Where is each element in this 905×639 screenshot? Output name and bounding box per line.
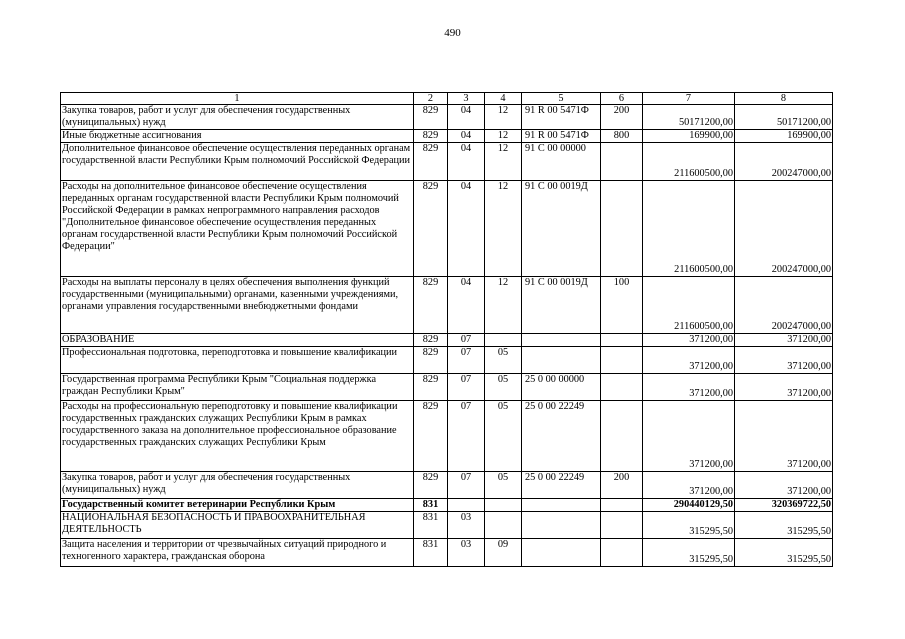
ministry-code: 829 bbox=[414, 105, 448, 130]
expense-type-code bbox=[601, 374, 643, 401]
amount-year-2: 169900,00 bbox=[735, 130, 833, 143]
expense-type-code bbox=[601, 143, 643, 181]
expense-type-code: 800 bbox=[601, 130, 643, 143]
row-name: Иные бюджетные ассигнования bbox=[61, 130, 414, 143]
subsection-code: 05 bbox=[485, 401, 522, 472]
subsection-code: 09 bbox=[485, 539, 522, 567]
section-code: 04 bbox=[448, 105, 485, 130]
target-article-code bbox=[522, 539, 601, 567]
expense-type-code: 100 bbox=[601, 277, 643, 334]
expense-type-code: 200 bbox=[601, 472, 643, 499]
ministry-code: 831 bbox=[414, 539, 448, 567]
column-header: 7 bbox=[643, 93, 735, 105]
amount-year-1: 371200,00 bbox=[643, 401, 735, 472]
amount-year-1: 371200,00 bbox=[643, 347, 735, 374]
table-row bbox=[61, 512, 833, 539]
subsection-code: 12 bbox=[485, 143, 522, 181]
row-name: Профессиональная подготовка, переподготовка и повышение квалификации bbox=[61, 347, 414, 374]
table-row bbox=[61, 143, 833, 181]
column-header: 2 bbox=[414, 93, 448, 105]
table-row bbox=[61, 539, 833, 567]
subsection-code: 12 bbox=[485, 181, 522, 277]
ministry-code: 829 bbox=[414, 130, 448, 143]
amount-year-1: 371200,00 bbox=[643, 374, 735, 401]
section-code: 04 bbox=[448, 130, 485, 143]
amount-year-2: 371200,00 bbox=[735, 472, 833, 499]
amount-year-2: 371200,00 bbox=[735, 374, 833, 401]
column-header: 1 bbox=[61, 93, 414, 105]
target-article-code bbox=[522, 347, 601, 374]
amount-year-2: 315295,50 bbox=[735, 512, 833, 539]
expense-type-code bbox=[601, 334, 643, 347]
subsection-code: 05 bbox=[485, 374, 522, 401]
row-name: Расходы на выплаты персоналу в целях обеспечения выполнения функций государственными (муниципальными) органами, казенными учреждениями, органами управления государственными внебюджетными фондами bbox=[61, 277, 414, 334]
amount-year-1: 290440129,50 bbox=[643, 499, 735, 512]
subsection-code bbox=[485, 512, 522, 539]
amount-year-2: 371200,00 bbox=[735, 334, 833, 347]
column-header: 8 bbox=[735, 93, 833, 105]
table-row bbox=[61, 105, 833, 130]
ministry-code: 829 bbox=[414, 401, 448, 472]
subsection-code bbox=[485, 334, 522, 347]
amount-year-1: 50171200,00 bbox=[643, 105, 735, 130]
target-article-code: 91 С 00 0019Д bbox=[522, 277, 601, 334]
subsection-code bbox=[485, 499, 522, 512]
row-name: Расходы на дополнительное финансовое обеспечение осуществления переданных органам государственной власти Республики Крым полномочий Российской Федерации в рамках непрограммного направления расходов "Дополнительное финансовое обеспечение осуществления переданных органам государственной власти Республики Крым полномочий Российской Федерации" bbox=[61, 181, 414, 277]
table-row bbox=[61, 181, 833, 277]
target-article-code: 25 0 00 22249 bbox=[522, 401, 601, 472]
amount-year-1: 371200,00 bbox=[643, 334, 735, 347]
amount-year-1: 211600500,00 bbox=[643, 181, 735, 277]
target-article-code: 25 0 00 22249 bbox=[522, 472, 601, 499]
amount-year-2: 200247000,00 bbox=[735, 181, 833, 277]
ministry-code: 831 bbox=[414, 512, 448, 539]
amount-year-1: 371200,00 bbox=[643, 472, 735, 499]
section-code: 07 bbox=[448, 401, 485, 472]
row-name: Закупка товаров, работ и услуг для обеспечения государственных (муниципальных) нужд bbox=[61, 472, 414, 499]
target-article-code: 91 R 00 5471Ф bbox=[522, 130, 601, 143]
amount-year-2: 315295,50 bbox=[735, 539, 833, 567]
amount-year-1: 315295,50 bbox=[643, 512, 735, 539]
amount-year-1: 211600500,00 bbox=[643, 143, 735, 181]
target-article-code bbox=[522, 334, 601, 347]
row-name: НАЦИОНАЛЬНАЯ БЕЗОПАСНОСТЬ И ПРАВООХРАНИТЕЛЬНАЯ ДЕЯТЕЛЬНОСТЬ bbox=[61, 512, 414, 539]
amount-year-2: 320369722,50 bbox=[735, 499, 833, 512]
section-code: 04 bbox=[448, 277, 485, 334]
expense-type-code bbox=[601, 401, 643, 472]
table-row bbox=[61, 374, 833, 401]
amount-year-2: 50171200,00 bbox=[735, 105, 833, 130]
section-code: 07 bbox=[448, 334, 485, 347]
column-header: 4 bbox=[485, 93, 522, 105]
target-article-code bbox=[522, 512, 601, 539]
subsection-code: 05 bbox=[485, 347, 522, 374]
amount-year-1: 315295,50 bbox=[643, 539, 735, 567]
ministry-code: 829 bbox=[414, 277, 448, 334]
expense-type-code bbox=[601, 181, 643, 277]
row-name: Закупка товаров, работ и услуг для обеспечения государственных (муниципальных) нужд bbox=[61, 105, 414, 130]
amount-year-2: 371200,00 bbox=[735, 401, 833, 472]
row-name: Защита населения и территории от чрезвычайных ситуаций природного и техногенного характера, гражданская оборона bbox=[61, 539, 414, 567]
amount-year-2: 371200,00 bbox=[735, 347, 833, 374]
column-header: 6 bbox=[601, 93, 643, 105]
target-article-code: 91 R 00 5471Ф bbox=[522, 105, 601, 130]
amount-year-1: 211600500,00 bbox=[643, 277, 735, 334]
section-code: 07 bbox=[448, 347, 485, 374]
expense-type-code bbox=[601, 347, 643, 374]
subsection-code: 12 bbox=[485, 130, 522, 143]
subsection-code: 12 bbox=[485, 277, 522, 334]
target-article-code: 25 0 00 00000 bbox=[522, 374, 601, 401]
row-name: Дополнительное финансовое обеспечение осуществления переданных органам государственной власти Республики Крым полномочий Российской Федерации bbox=[61, 143, 414, 181]
target-article-code bbox=[522, 499, 601, 512]
section-code: 04 bbox=[448, 181, 485, 277]
row-name: Государственная программа Республики Крым "Социальная поддержка граждан Республики Крым" bbox=[61, 374, 414, 401]
page-number: 490 bbox=[444, 27, 461, 39]
ministry-code: 829 bbox=[414, 347, 448, 374]
column-header: 5 bbox=[522, 93, 601, 105]
section-code: 03 bbox=[448, 539, 485, 567]
amount-year-2: 200247000,00 bbox=[735, 277, 833, 334]
ministry-code: 829 bbox=[414, 472, 448, 499]
table-row bbox=[61, 401, 833, 472]
ministry-code: 829 bbox=[414, 143, 448, 181]
row-name: Расходы на профессиональную переподготовку и повышение квалификации государственных гражданских служащих Республики Крым в рамках государственного заказа на дополнительное профессиональное образование государственных гражданских служащих Республики Крым bbox=[61, 401, 414, 472]
expense-type-code bbox=[601, 499, 643, 512]
column-header: 3 bbox=[448, 93, 485, 105]
table-header-row bbox=[61, 93, 833, 105]
section-code: 04 bbox=[448, 143, 485, 181]
ministry-code: 829 bbox=[414, 334, 448, 347]
amount-year-2: 200247000,00 bbox=[735, 143, 833, 181]
table-row bbox=[61, 277, 833, 334]
budget-table bbox=[60, 92, 833, 567]
ministry-code: 831 bbox=[414, 499, 448, 512]
expense-type-code bbox=[601, 539, 643, 567]
subsection-code: 05 bbox=[485, 472, 522, 499]
target-article-code: 91 С 00 0019Д bbox=[522, 181, 601, 277]
table-row bbox=[61, 347, 833, 374]
table-row bbox=[61, 334, 833, 347]
section-code: 03 bbox=[448, 512, 485, 539]
ministry-code: 829 bbox=[414, 181, 448, 277]
expense-type-code: 200 bbox=[601, 105, 643, 130]
ministry-code: 829 bbox=[414, 374, 448, 401]
amount-year-1: 169900,00 bbox=[643, 130, 735, 143]
table-row bbox=[61, 472, 833, 499]
section-code: 07 bbox=[448, 374, 485, 401]
table-row bbox=[61, 499, 833, 512]
section-code: 07 bbox=[448, 472, 485, 499]
subsection-code: 12 bbox=[485, 105, 522, 130]
row-name: Государственный комитет ветеринарии Республики Крым bbox=[61, 499, 414, 512]
section-code bbox=[448, 499, 485, 512]
row-name: ОБРАЗОВАНИЕ bbox=[61, 334, 414, 347]
expense-type-code bbox=[601, 512, 643, 539]
target-article-code: 91 С 00 00000 bbox=[522, 143, 601, 181]
table-row bbox=[61, 130, 833, 143]
